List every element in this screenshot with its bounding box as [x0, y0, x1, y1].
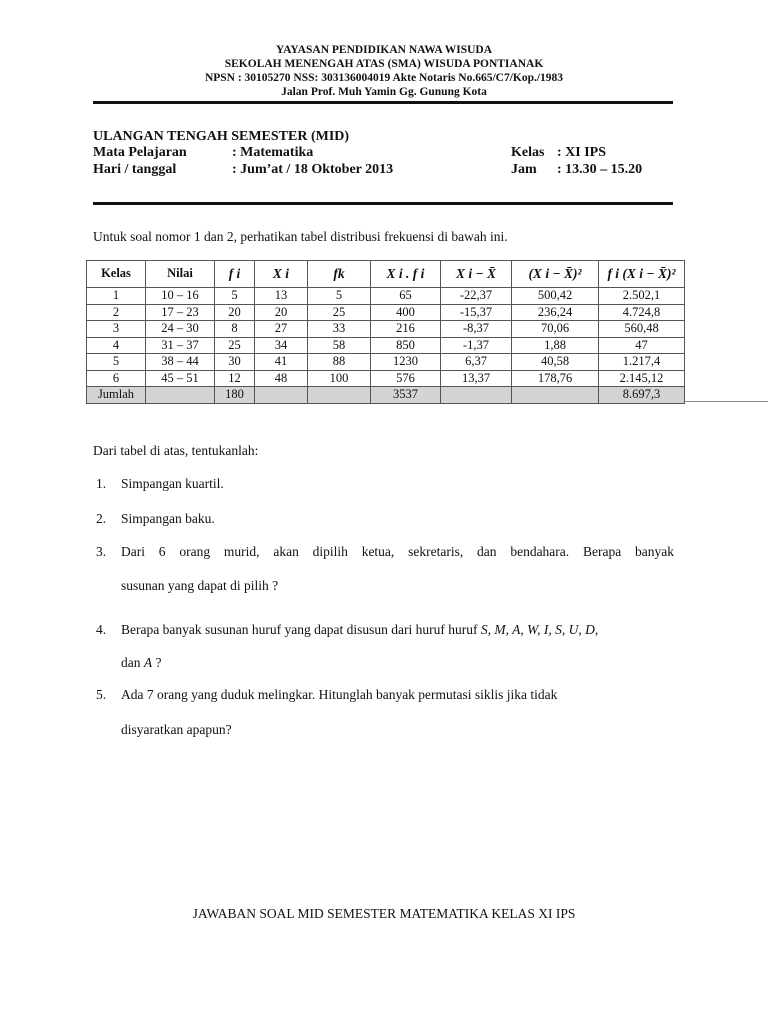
- table-cell: 4.724,8: [599, 304, 685, 321]
- table-cell: 6: [87, 370, 146, 387]
- table-cell: 4: [87, 337, 146, 354]
- table-row: [87, 370, 685, 387]
- table-cell: 400: [371, 304, 441, 321]
- table-cell: 178,76: [512, 370, 599, 387]
- time-label: Jam: [511, 162, 537, 177]
- table-cell: 5: [215, 288, 255, 305]
- table-cell: 216: [371, 321, 441, 338]
- question-3-line-1: Dari 6 orang murid, akan dipilih ketua, sekretaris, dan bendahara. Berapa banyak: [121, 544, 674, 559]
- table-pointer-line: [685, 401, 768, 402]
- table-cell: 24 – 30: [146, 321, 215, 338]
- table-cell: 3: [87, 321, 146, 338]
- header-xi: X i: [255, 261, 308, 288]
- subject-value: : Matematika: [232, 145, 314, 160]
- table-row: [87, 304, 685, 321]
- header-divider: [93, 202, 673, 205]
- table-cell: -15,37: [441, 304, 512, 321]
- school-name: SEKOLAH MENENGAH ATAS (SMA) WISUDA PONTIANAK: [224, 58, 544, 70]
- table-cell: 1230: [371, 354, 441, 371]
- table-cell: 12: [215, 370, 255, 387]
- question-4-line-1: [121, 622, 674, 638]
- question-number: 1.: [96, 476, 107, 491]
- question-5-line-1: Ada 7 orang yang duduk melingkar. Hitunglah banyak permutasi siklis jika tidak: [121, 687, 558, 702]
- total-xi-fi: 3537: [371, 387, 441, 404]
- question-4-line-2: [121, 655, 674, 671]
- date-label: Hari / tanggal: [93, 162, 177, 177]
- table-total-row: [87, 387, 685, 404]
- table-cell: 6,37: [441, 354, 512, 371]
- table-cell: 1.217,4: [599, 354, 685, 371]
- table-row: [87, 288, 685, 305]
- question-number: 2.: [96, 511, 107, 526]
- question-2: Simpangan baku.: [121, 511, 215, 526]
- table-cell: [512, 387, 599, 404]
- table-cell: 47: [599, 337, 685, 354]
- header-weighted-deviation-squared: f i (X i − X̄)²: [599, 261, 685, 288]
- subject-label: Mata Pelajaran: [93, 145, 187, 160]
- question-4-text: Berapa banyak susunan huruf yang dapat disusun dari huruf huruf: [121, 622, 478, 637]
- table-cell: 27: [255, 321, 308, 338]
- table-cell: 5: [87, 354, 146, 371]
- table-cell: 10 – 16: [146, 288, 215, 305]
- table-cell: 8: [215, 321, 255, 338]
- class-value: : XI IPS: [557, 145, 607, 160]
- exam-title: ULANGAN TENGAH SEMESTER (MID): [93, 129, 350, 144]
- table-cell: 33: [308, 321, 371, 338]
- table-cell: 31 – 37: [146, 337, 215, 354]
- table-cell: 17 – 23: [146, 304, 215, 321]
- table-cell: 2.145,12: [599, 370, 685, 387]
- table-cell: -22,37: [441, 288, 512, 305]
- table-cell: 576: [371, 370, 441, 387]
- table-cell: 34: [255, 337, 308, 354]
- table-cell: 500,42: [512, 288, 599, 305]
- question-number: 4.: [96, 622, 107, 637]
- table-cell: [441, 387, 512, 404]
- answer-key-title: JAWABAN SOAL MID SEMESTER MATEMATIKA KELAS XI IPS: [192, 906, 576, 921]
- header-nilai: Nilai: [146, 261, 215, 288]
- table-cell: 25: [308, 304, 371, 321]
- question-number: 3.: [96, 544, 107, 559]
- table-cell: 236,24: [512, 304, 599, 321]
- question-5-line-2: disyaratkan apapun?: [121, 722, 232, 737]
- table-cell: 1,88: [512, 337, 599, 354]
- school-address: Jalan Prof. Muh Yamin Gg. Gunung Kota: [281, 86, 487, 98]
- question-4-mark: ?: [155, 655, 162, 670]
- question-1: Simpangan kuartil.: [121, 476, 224, 491]
- table-cell: 88: [308, 354, 371, 371]
- table-cell: 70,06: [512, 321, 599, 338]
- table-cell: 25: [215, 337, 255, 354]
- table-cell: 30: [215, 354, 255, 371]
- table-cell: 2.502,1: [599, 288, 685, 305]
- table-row: [87, 337, 685, 354]
- header-deviation-squared: (X i − X̄)²: [512, 261, 599, 288]
- question-4-letters: S, M, A, W, I, S, U, D,: [480, 622, 599, 637]
- table-cell: 38 – 44: [146, 354, 215, 371]
- header-xi-fi: X i . f i: [371, 261, 441, 288]
- table-cell: 13,37: [441, 370, 512, 387]
- table-row: [87, 354, 685, 371]
- school-foundation: YAYASAN PENDIDIKAN NAWA WISUDA: [275, 44, 493, 56]
- frequency-distribution-table: [86, 260, 685, 404]
- class-label: Kelas: [511, 145, 545, 160]
- school-registration: NPSN : 30105270 NSS: 303136004019 Akte Notaris No.665/C7/Kop./1983: [204, 72, 564, 84]
- letterhead-divider: [93, 101, 673, 104]
- table-cell: 41: [255, 354, 308, 371]
- question-4-last-letter: A: [143, 655, 153, 670]
- table-row: [87, 321, 685, 338]
- table-cell: 2: [87, 304, 146, 321]
- table-cell: 20: [215, 304, 255, 321]
- table-cell: 1: [87, 288, 146, 305]
- instruction-text: Dari tabel di atas, tentukanlah:: [93, 443, 259, 458]
- total-label: Jumlah: [87, 387, 146, 404]
- header-fi: f i: [215, 261, 255, 288]
- header-kelas: Kelas: [87, 261, 146, 288]
- table-cell: 20: [255, 304, 308, 321]
- question-4-text-end: dan: [121, 655, 141, 670]
- table-cell: [308, 387, 371, 404]
- table-cell: 560,48: [599, 321, 685, 338]
- table-cell: 850: [371, 337, 441, 354]
- table-cell: 45 – 51: [146, 370, 215, 387]
- question-number: 5.: [96, 687, 107, 702]
- header-fk: fk: [308, 261, 371, 288]
- total-weighted-deviation: 8.697,3: [599, 387, 685, 404]
- question-3-line-2: susunan yang dapat di pilih ?: [121, 578, 279, 593]
- date-value: : Jum’at / 18 Oktober 2013: [232, 162, 394, 177]
- table-cell: 40,58: [512, 354, 599, 371]
- table-cell: [255, 387, 308, 404]
- table-cell: 100: [308, 370, 371, 387]
- table-cell: 13: [255, 288, 308, 305]
- table-cell: -8,37: [441, 321, 512, 338]
- table-cell: 5: [308, 288, 371, 305]
- total-frequency: 180: [215, 387, 255, 404]
- table-header-row: [87, 261, 685, 288]
- table-cell: 48: [255, 370, 308, 387]
- header-deviation: X i − X̄: [441, 261, 512, 288]
- table-cell: 65: [371, 288, 441, 305]
- time-value: : 13.30 – 15.20: [557, 162, 643, 177]
- table-cell: [146, 387, 215, 404]
- table-cell: 58: [308, 337, 371, 354]
- table-cell: -1,37: [441, 337, 512, 354]
- table-intro: Untuk soal nomor 1 dan 2, perhatikan tabel distribusi frekuensi di bawah ini.: [93, 229, 508, 244]
